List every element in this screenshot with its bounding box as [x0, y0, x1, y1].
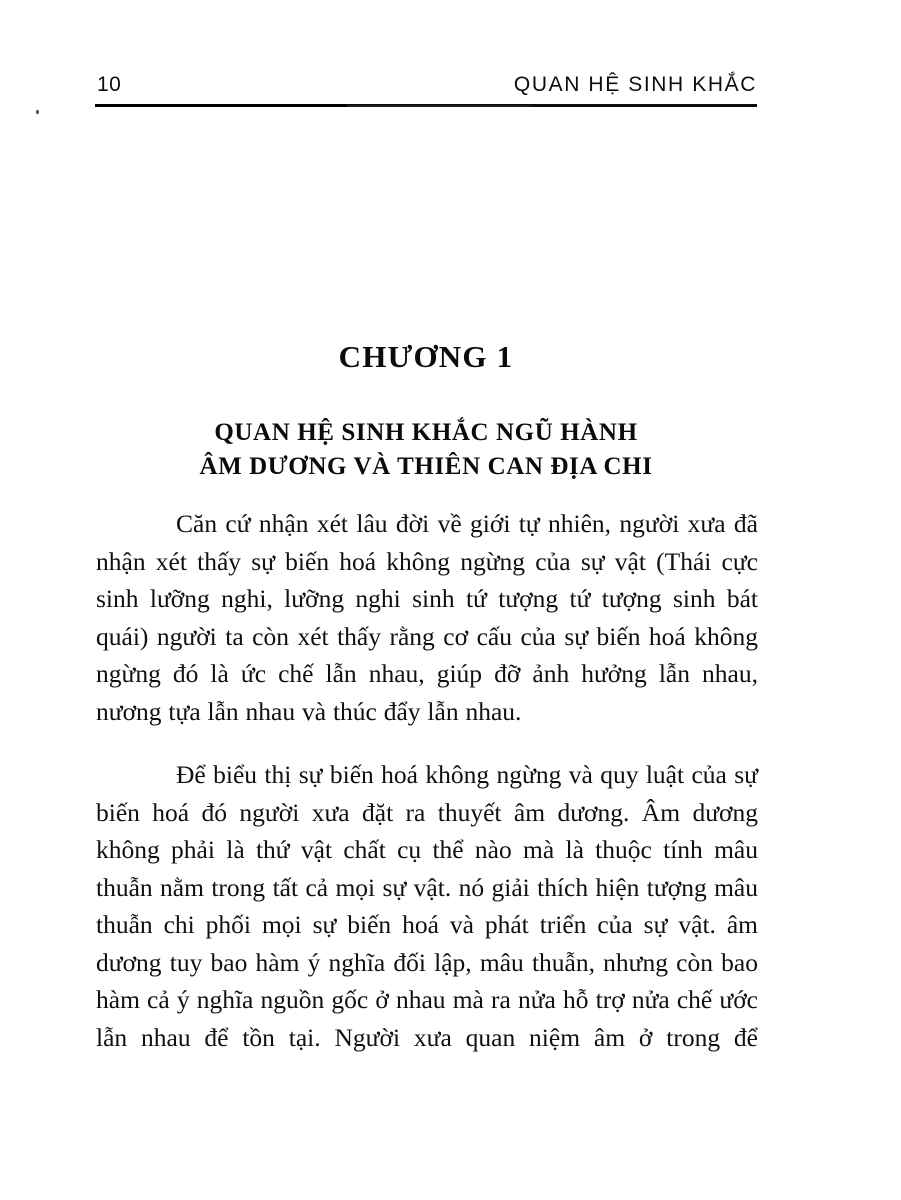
scan-artifact-speck — [36, 110, 39, 114]
running-head — [95, 70, 757, 110]
header-rule — [95, 104, 757, 107]
body-paragraph: Căn cứ nhận xét lâu đời về giới tự nhiên, người xưa đã nhận xét thấy sự biến hoá không ngừng của sự vật (Thái cực sinh lưỡng nghi, lưỡng nghi sinh tứ tượng tứ tượng sinh bát quái) người ta còn xét thấy rằng cơ cấu của sự biến hoá không ngừng đó là ức chế lẫn nhau, giúp đỡ ảnh hưởng lẫn nhau, nương tựa lẫn nhau và thúc đẩy lẫn nhau. — [96, 509, 758, 726]
chapter-number: CHƯƠNG 1 — [338, 339, 514, 374]
running-head-title: QUAN HỆ SINH KHẮC — [513, 73, 757, 96]
chapter-title-line-2: ÂM DƯƠNG VÀ THIÊN CAN ĐỊA CHI — [199, 453, 653, 480]
chapter-title-line-1: QUAN HỆ SINH KHẮC NGŨ HÀNH — [214, 419, 638, 446]
body-paragraph: Để biểu thị sự biến hoá không ngừng và quy luật của sự biến hoá đó người xưa đặt ra thuyết âm dương. Âm dương không phải là thứ vật chất cụ thể nào mà là thuộc tính mâu thuẫn nằm trong tất cả mọi sự vật. nó giải thích hiện tượng mâu thuẫn chi phối mọi sự biến hoá và phát triển của sự vật. âm dương tuy bao hàm ý nghĩa đối lập, mâu thuẫn, nhưng còn bao hàm cả ý nghĩa nguồn gốc ở nhau mà ra nửa hỗ trợ nửa chế ước lẫn nhau để tồn tại. Người xưa quan niệm âm ở trong để — [96, 760, 758, 1052]
body-text-column — [96, 505, 758, 1056]
chapter-heading — [95, 338, 757, 484]
chapter-title — [95, 416, 757, 484]
page-number: 10 — [97, 73, 122, 96]
